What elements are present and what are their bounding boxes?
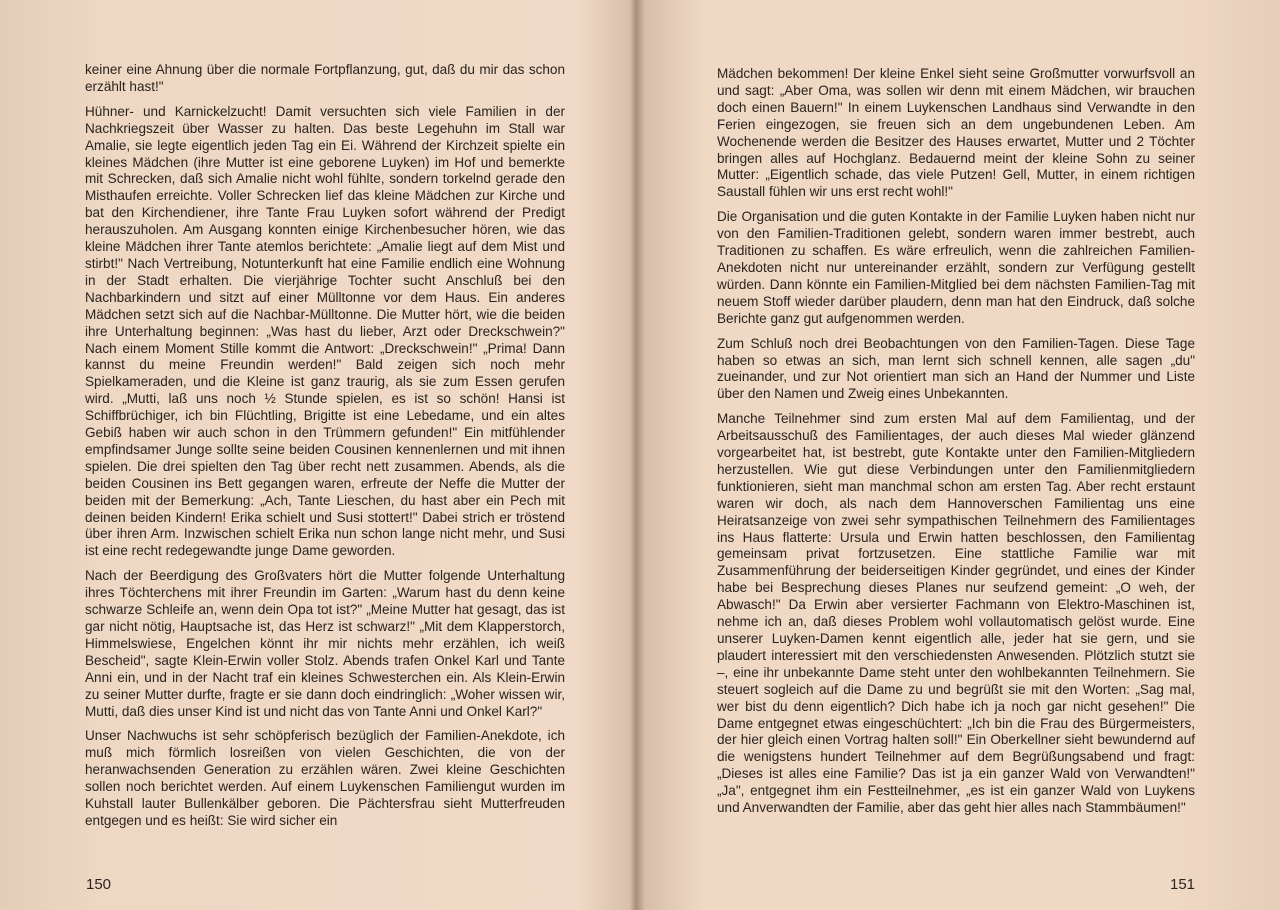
paragraph: Nach der Beerdigung des Großvaters hört die Mutter folgende Unterhaltung ihres Töchterchens mit ihrer Freundin im Garten: „Warum hast du denn keine schwarze Schleife an, wenn dein Opa tot ist?" „Meine Mutter hat gesagt, das ist gar nicht nötig, Hauptsache ist, das Herz ist schwarz!" „Mit dem Klapperstorch, Himmelswiese, Engelchen könnt ihr mir nichts mehr erzählen, ich weiß Bescheid", sagte Klein-Erwin voller Stolz. Abends trafen Onkel Karl und Tante Anni ein, und in der Nacht traf ein kleines Schwesterchen ein. Als Klein-Erwin zu seiner Mutter durfte, fragte er sie dann doch eindringlich: „Woher wissen wir, Mutti, daß dies unser Kind ist und nicht das von Tante Anni und Onkel Karl?" (85, 568, 565, 719)
paragraph: Hühner- und Karnickelzucht! Damit versuchten sich viele Familien in der Nachkriegszeit über Wasser zu halten. Das beste Legehuhn im Stall war Amalie, sie legte eigentlich jeden Tag ein Ei. Während der Kirchzeit spielte ein kleines Mädchen (ihre Mutter ist eine geborene Luyken) im Hof und bemerkte mit Schrecken, daß sich Amalie nicht wohl fühlte, sondern torkelnd gerade den Misthaufen erreichte. Voller Schrecken lief das kleine Mädchen zur Kirche und bat den Kirchendiener, ihre Tante Frau Luyken sofort während der Predigt herauszuholen. Am Ausgang konnten einige Kirchenbesucher hören, wie das kleine Mädchen ihrer Tante atemlos berichtete: „Amalie liegt auf dem Mist und stirbt!" Nach Vertreibung, Notunterkunft hat eine Familie endlich eine Wohnung in der Stadt erhalten. Die vierjährige Tochter sucht Anschluß bei den Nachbarkindern und sitzt auf einer Mülltonne vor dem Haus. Ein anderes Mädchen setzt sich auf die Nachbar-Mülltonne. Die Mutter hört, wie die beiden ihre Unterhaltung beginnen: „Was hast du lieber, Arzt oder Dreckschwein?" Nach einem Moment Stille kommt die Antwort: „Dreckschwein!" „Prima! Dann kannst du meine Freundin werden!" Bald zeigen sich noch mehr Spielkameraden, und die Kleine ist ganz traurig, als sie zum Essen gerufen wird. „Mutti, laß uns noch ½ Stunde spielen, es ist so schön! Hansi ist Schiffbrüchiger, ich bin Flüchtling, Brigitte ist eine Lebedame, und ein altes Gebiß haben wir auch schon in den Trümmern gefunden!" Ein mitfühlender empfindsamer Junge sollte seine beiden Cousinen kennenlernen und mit ihnen spielen. Die drei spielten den Tag über recht nett zusammen. Abends, als die beiden Cousinen ins Bett gegangen waren, erfreute der Neffe die Mutter der beiden mit der Bemerkung: „Ach, Tante Lieschen, du hast aber ein Pech mit deinen beiden Kindern! Erika schielt und Susi stottert!" Dabei strich er tröstend über ihren Arm. Inzwischen schielt Erika nun schon lange nicht mehr, und Susi ist eine recht redegewandte junge Dame geworden. (85, 103, 565, 559)
paragraph: Unser Nachwuchs ist sehr schöpferisch bezüglich der Familien-Anekdote, ich muß mich förmlich losreißen von vielen Geschichten, die von der heranwachsenden Generation zu erzählen wären. Zwei kleine Geschichten sollen noch berichtet werden. Auf einem Luykenschen Familiengut wurden im Kuhstall lauter Bullenkälber geboren. Die Pächtersfrau sieht Mutterfreuden entgegen und es heißt: Sie wird sicher ein (85, 728, 565, 828)
paragraph: Mädchen bekommen! Der kleine Enkel sieht seine Großmutter vorwurfsvoll an und sagt: „Aber Oma, was sollen wir denn mit einem Mädchen, wir brauchen doch einen Bauern!" In einem Luykenschen Landhaus sind Verwandte in den Ferien eingezogen, sie freuen sich an dem ungebundenen Leben. Am Wochenende werden die Besitzer des Hauses erwartet, Mutter und 2 Töchter bringen alles auf Hochglanz. Bedauernd meint der kleine Sohn zu seiner Mutter: „Eigentlich schade, das viele Putzen! Gell, Mutter, in einem richtigen Saustall fühlen wir uns erst recht wohl!" (717, 66, 1195, 200)
left-page (0, 0, 638, 910)
page-number: 150 (86, 876, 112, 893)
paragraph: Zum Schluß noch drei Beobachtungen von den Familien-Tagen. Diese Tage haben so etwas an sich, man lernt sich schnell kennen, alle sagen „du" zueinander, und zur Not orientiert man sich an Hand der Nummer und Liste über den Namen und Zweig eines Unbekannten. (717, 335, 1195, 402)
left-page-text (85, 62, 565, 838)
paragraph: Manche Teilnehmer sind zum ersten Mal auf dem Familientag, und der Arbeitsausschuß des Familientages, der auch dieses Mal wieder glänzend vorgearbeitet hat, ist bestrebt, gute Kontakte unter den Familien-Mitgliedern herzustellen. Wie gut diese Verbindungen unter den Familienmitgliedern funktionieren, sieht man manchmal schon am ersten Tag. Aber recht erstaunt waren wir doch, als nach dem Hannoverschen Familientag uns eine Heiratsanzeige von zwei sehr sympathischen Teilnehmern des Familientages ins Haus flatterte: Ursula und Erwin hatten beschlossen, den Familientag gemeinsam privat fortzusetzen. Eine stattliche Familie war mit Zusammenführung der beiderseitigen Kinder gegründet, und eines der Kinder habe bei Besprechung dieses Planes nur seufzend gemeint: „O weh, der Abwasch!" Da Erwin aber versierter Fachmann von Elektro-Maschinen ist, nehme ich an, daß dieses Problem wohl vollautomatisch gelöst wurde. Eine unserer Luyken-Damen kennt eigentlich alle, jeder hat sie gern, und sie plaudert interessiert mit den verschiedensten Anwesenden. Plötzlich stutzt sie –, eine ihr unbekannte Dame steht unter den wohlbekannten Teilnehmern. Sie steuert sogleich auf die Dame zu und begrüßt sie mit den Worten: „Sag mal, wer bist du denn eigentlich? Dich habe ich ja noch gar nicht gesehen!" Die Dame entgegnet etwas eingeschüchtert: „Ich bin die Frau des Bürgermeisters, der hier gleich einen Vortrag halten soll!" Ein Oberkellner sieht bewundernd auf die wenigstens hundert Teilnehmer auf dem Begrüßungsabend und fragt: „Dieses ist alles eine Familie? Das ist ja ein ganzer Wald von Verwandten!" „Ja", entgegnet ihm ein Festteilnehmer, „es ist ein ganzer Wald von Luykens und Anverwandten der Familie, aber das geht hier alles nach Stammbäumen!" (717, 411, 1195, 816)
paragraph: keiner eine Ahnung über die normale Fortpflanzung, gut, daß du mir das schon erzählt hast!" (85, 62, 565, 94)
right-page (642, 0, 1280, 910)
page-number: 151 (1170, 876, 1196, 893)
right-page-text (717, 66, 1195, 825)
paragraph: Die Organisation und die guten Kontakte in der Familie Luyken haben nicht nur von den Familien-Traditionen gelebt, sondern waren immer bestrebt, auch Traditionen zu schaffen. Es wäre erfreulich, wenn die zahlreichen Familien-Anekdoten nicht nur untereinander erzählt, sondern zur Verfügung gestellt würden. Dann könnte ein Familien-Mitglied bei dem nächsten Familien-Tag mit neuem Stoff wieder darüber plaudern, denn man hat den Eindruck, daß solche Berichte ganz gut aufgenommen werden. (717, 209, 1195, 326)
